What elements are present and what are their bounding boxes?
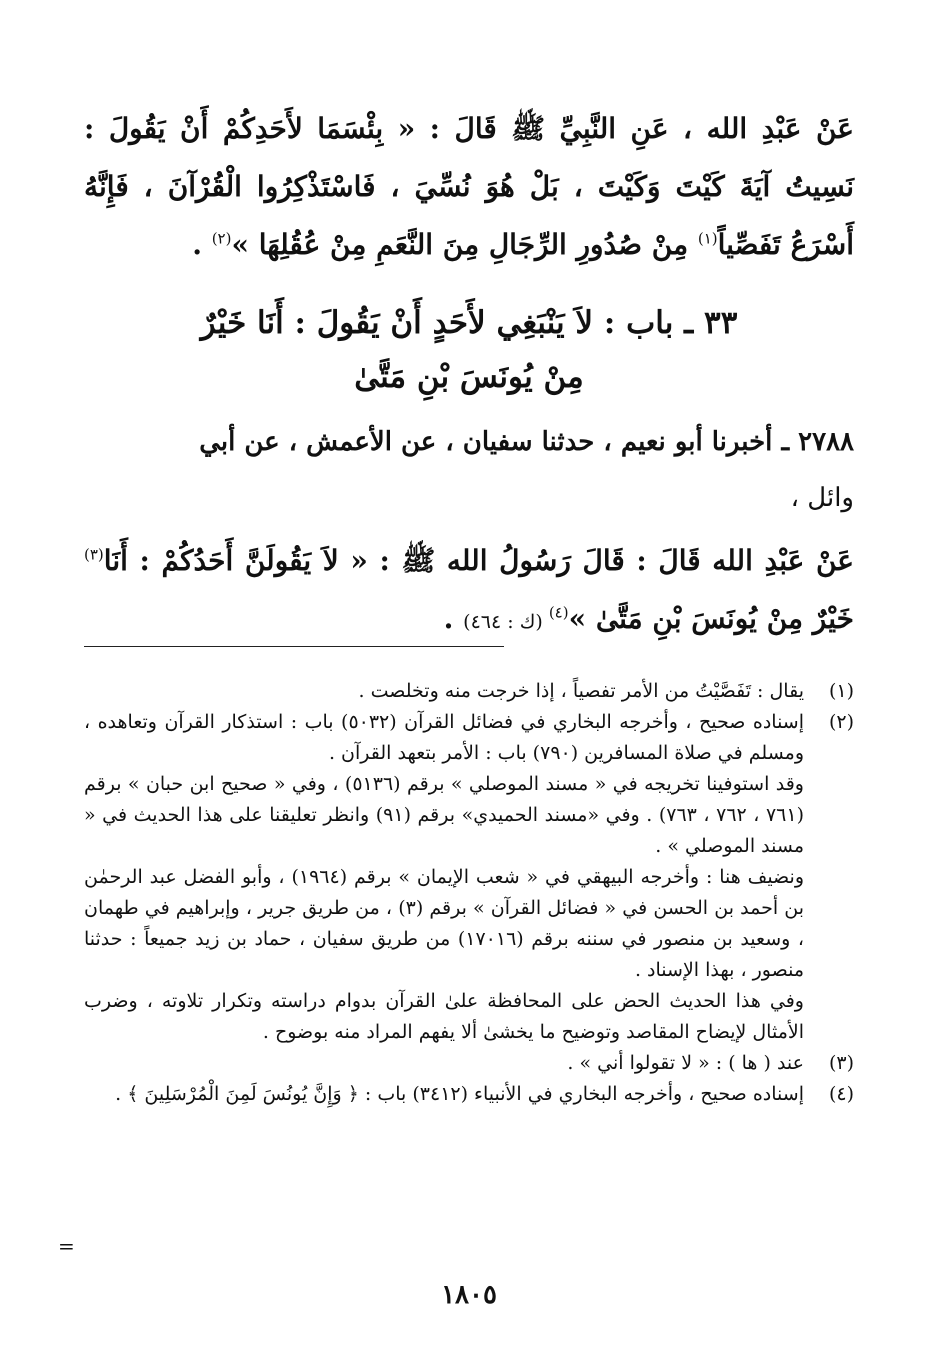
footnote-paragraph: وفي هذا الحديث الحض على المحافظة علىٰ القرآن بدوام دراسته وتكرار تلاوته ، وضرب الأمثال لإيضاح المقاصد وتوضيح ما يخشىٰ ألا يفهم المراد منه بوضوح .	[84, 990, 804, 1043]
hadith-matn: عَنْ عَبْدِ الله قَالَ : قَالَ رَسُولُ الله ﷺ : « لاَ يَقُولَنَّ أَحَدُكُمْ : أَنَا$^{(٣)}$ خَيْرٌ مِنْ يُونَسَ بْنِ مَتَّىٰ »$^{(٤)}$ (ك : ٤٦٤) .	[84, 544, 854, 635]
footnotes	[84, 676, 854, 1110]
main-text	[84, 100, 854, 651]
footnote-paragraph: ونضيف هنا : وأخرجه البيهقي في « شعب الإيمان » برقم (١٩٦٤) ، وأبو الفضل عبد الرحمٰن بن أحمد بن الحسن في « فضائل القرآن » برقم (٣) ، من طريق جرير ، وإبراهيم في طهمان ، وسعيد بن منصور في سننه برقم (١٧٠١٦) من طريق سفيان ، حماد بن زيد جميعاً : حدثنا منصور ، بهذا الإسناد .	[84, 866, 804, 981]
footnote-number: (٣)	[828, 1052, 854, 1074]
footnote-paragraph: عند ( ها ) : « لا تقولوا أني » .	[567, 1052, 804, 1074]
hadith-text-previous: عَنْ عَبْدِ الله ، عَنِ النَّبِيِّ ﷺ قَالَ : « بِئْسَمَا لأَحَدِكُمْ أَنْ يَقُولَ : نَسِيتُ آيَةَ كَيْتَ وَكَيْتَ ، بَلْ هُوَ نُسِّيَ ، فَاسْتَذْكِرُوا الْقُرْآنَ ، فَإِنَّهُ أَسْرَعُ تَفَصِّياً$^{(١)}$ مِنْ صُدُورِ الرِّجَالِ مِنَ النَّعَمِ مِنْ عُقُلِهَا »$^{(٢)}$ .	[84, 112, 854, 261]
cross-reference: (ك : ٤٦٤)	[463, 611, 549, 633]
footnote-2	[84, 707, 854, 1048]
footnote-paragraph: وقد استوفينا تخريجه في « مسند الموصلي » برقم (٥١٣٦) ، وفي « صحيح ابن حبان » برقم (٧٦١ ، ٧٦٢ ، ٧٦٣) . وفي «مسند الحميدي» برقم (٩١) وانظر تعليقنا على هذا الحديث في « مسند الموصلي » .	[84, 773, 804, 857]
page-number: ١٨٠٥	[441, 1280, 497, 1310]
footnote-number: (١)	[828, 680, 854, 702]
chapter-title-line-2: مِنْ يُونَسَ بْنِ مَتَّىٰ	[354, 359, 584, 395]
footnote-marker[interactable]: (٣)	[84, 545, 104, 564]
footnote-paragraph: إسناده صحيح ، وأخرجه البخاري في الأنبياء (٣٤١٢) باب : ﴿ وَإِنَّ يُونُسَ لَمِنَ الْمُرْسَلِينَ ﴾ .	[115, 1083, 804, 1105]
chapter-title-line-1: ٣٣ ـ باب : لاَ يَنْبَغِي لأَحَدٍ أَنْ يَقُولَ : أَنَا خَيْرٌ	[200, 305, 738, 341]
hadith-number: ٢٧٨٨ ـ	[781, 427, 854, 457]
footnote-4	[84, 1079, 854, 1110]
footnote-marker[interactable]: (٤)	[548, 603, 569, 622]
footnote-marker[interactable]: (٢)	[211, 229, 232, 248]
footnote-paragraph: يقال : تَفَصَّيْتُ من الأمر تفصياً ، إذا خرجت منه وتخلصت .	[358, 680, 804, 702]
footnote-1	[84, 676, 854, 707]
footnote-number: (٢)	[828, 711, 854, 733]
chapter-heading	[84, 296, 854, 404]
hadith-chain: أخبرنا أبو نعيم ، حدثنا سفيان ، عن الأعمش ، عن أبي	[199, 427, 782, 457]
book-page	[84, 0, 854, 1371]
footnote-divider	[84, 646, 504, 647]
footnote-marker[interactable]: (١)	[697, 229, 718, 248]
footnote-number: (٤)	[828, 1083, 854, 1105]
hadith-chain-continued: وائل ،	[790, 483, 854, 513]
footnote-paragraph: إسناده صحيح ، وأخرجه البخاري في فضائل القرآن (٥٠٣٢) باب : استذكار القرآن وتعاهده ، ومسلم في صلاة المسافرين (٧٩٠) باب : الأمر بتعهد القرآن .	[84, 711, 804, 764]
footnote-3	[84, 1048, 854, 1079]
continuation-mark: =	[58, 1234, 75, 1258]
hadith-isnad	[84, 414, 854, 470]
